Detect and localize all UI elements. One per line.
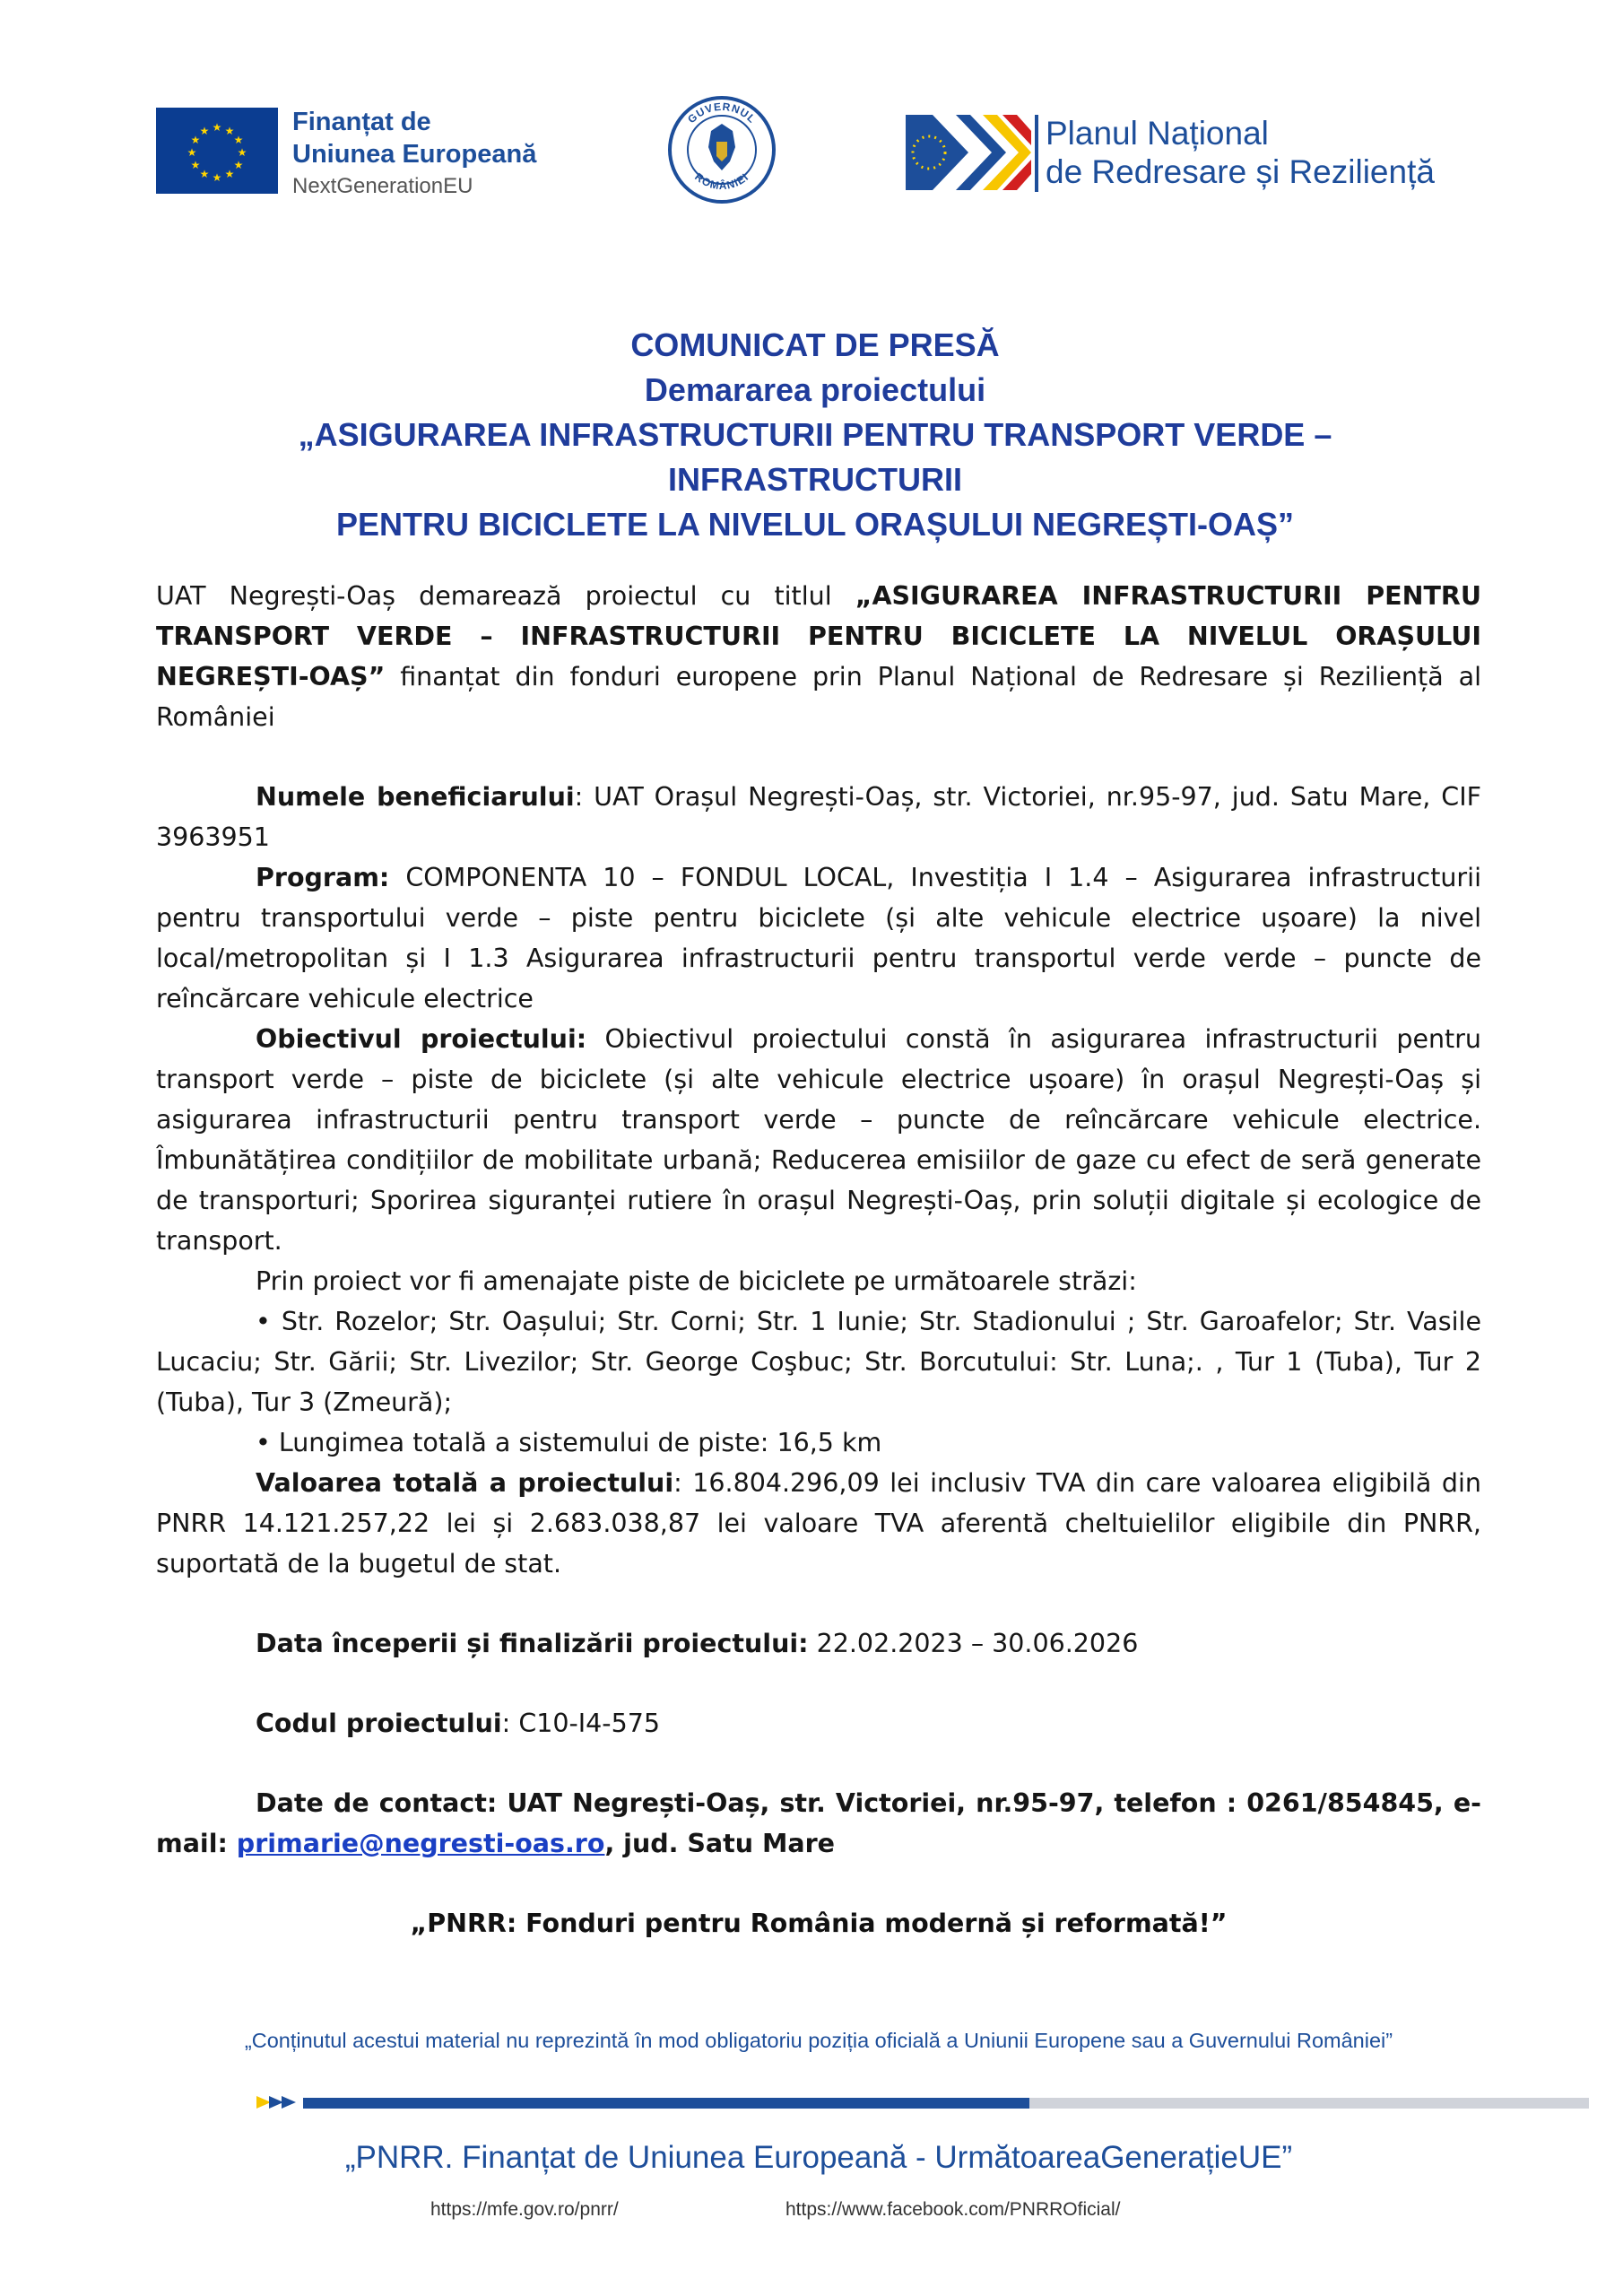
heading-project-line-1: „ASIGURAREA INFRASTRUCTURII PENTRU TRANSPORT VERDE – INFRASTRUCTURII bbox=[298, 416, 1332, 498]
intro-project-title: „ASIGURAREA INFRASTRUCTURII PENTRU TRANSPORT VERDE – INFRASTRUCTURII PENTRU BICICLETE LA NIVELUL ORAȘULUI NEGREȘTI-OAȘ” bbox=[156, 581, 1481, 691]
code-paragraph bbox=[156, 1703, 1481, 1744]
code-label: Codul proiectului bbox=[256, 1709, 502, 1738]
dates-paragraph bbox=[156, 1623, 1481, 1664]
svg-text:★: ★ bbox=[199, 125, 210, 137]
pnrr-slogan: „PNRR: Fonduri pentru România modernă și reformată!” bbox=[410, 1909, 1228, 1938]
svg-text:★: ★ bbox=[212, 121, 222, 134]
dates-label: Data începerii și finalizării proiectului: bbox=[256, 1629, 809, 1658]
eu-funding-label bbox=[292, 106, 536, 200]
svg-text:★: ★ bbox=[190, 159, 201, 171]
contact-text: Date de contact: UAT Negrești-Oaș, str. Victoriei, nr.95-97, telefon : 0261/854845, e-mail: bbox=[156, 1788, 1481, 1858]
footer-arrow-icon bbox=[256, 2096, 299, 2109]
contact-email-link[interactable]: primarie@negresti-oas.ro bbox=[236, 1829, 605, 1858]
contact-suffix: , jud. Satu Mare bbox=[604, 1829, 835, 1858]
streets-list: • Str. Rozelor; Str. Oașului; Str. Corni; Str. 1 Iunie; Str. Stadionului ; Str. Garoafelor; Str. Vasile Lucaciu; Str. Gării; Str. Livezilor; Str. George Coşbuc; Str. Borcutului: Str. Luna;. , Tur 1 (Tuba), Tur 2 (Tuba), Tur 3 (Zmeură); bbox=[156, 1307, 1481, 1417]
program-label: Program: bbox=[256, 863, 390, 892]
beneficiary-value: : UAT Orașul Negrești-Oaș, str. Victoriei, nr.95-97, jud. Satu Mare, CIF 3963951 bbox=[156, 782, 1481, 852]
pnrr-logo-label bbox=[1046, 115, 1435, 191]
beneficiary-paragraph bbox=[156, 777, 1481, 857]
pnrr-arrow-logo bbox=[906, 115, 1031, 190]
heading-title: COMUNICAT DE PRESĂ bbox=[630, 326, 1000, 363]
objective-value: Obiectivul proiectului constă în asigurarea infrastructurii pentru transport verde – piste de biciclete (și alte vehicule electrice ușoare) în orașul Negrești-Oaș și asigurarea infrastructurii pentru transport verde – puncte de reîncărcare vehicule electrice. Îmbunătățirea condițiilor de mobilitate urbană; Reducerea emisiilor de gaze cu efect de seră generate de transporturi; Sporirea siguranței rutiere în orașul Negrești-Oaș, prin soluții digitale și ecologice de transport. bbox=[156, 1024, 1481, 1256]
svg-text:★: ★ bbox=[233, 134, 244, 146]
svg-text:★: ★ bbox=[233, 159, 244, 171]
value-text: : 16.804.296,09 lei inclusiv TVA din care valoarea eligibilă din PNRR 14.121.257,22 lei și 2.683.038,87 lei valoare TVA aferentă cheltuielilor eligibile din PNRR, suportată de la bugetul de stat. bbox=[156, 1468, 1481, 1578]
svg-text:★: ★ bbox=[187, 146, 197, 159]
footer-tagline: „PNRR. Finanțat de Uniunea Europeană - UrmătoareaGenerațieUE” bbox=[344, 2140, 1293, 2175]
svg-text:ROMÂNIEI: ROMÂNIEI bbox=[692, 170, 751, 193]
press-release-heading bbox=[156, 323, 1474, 547]
beneficiary-label: Numele beneficiarului bbox=[256, 782, 575, 812]
eu-line-1: Finanțat de bbox=[292, 108, 431, 136]
intro-funding-text: finanțat din fonduri europene prin Planul Național de Redresare și Reziliență al României bbox=[156, 662, 1481, 732]
svg-text:GUVERNUL: GUVERNUL bbox=[685, 100, 759, 126]
press-release-body bbox=[156, 576, 1481, 1864]
eu-line-2: Uniunea Europeană bbox=[292, 140, 537, 170]
eu-line-3: NextGenerationEU bbox=[292, 173, 473, 198]
svg-text:★: ★ bbox=[212, 171, 222, 184]
program-paragraph bbox=[156, 857, 1481, 1019]
svg-text:★: ★ bbox=[224, 168, 235, 180]
value-paragraph bbox=[156, 1463, 1481, 1584]
bike-lane-length: • Lungimea totală a sistemului de piste: 16,5 km bbox=[256, 1428, 882, 1457]
pnrr-line-2: de Redresare și Reziliență bbox=[1046, 152, 1435, 190]
intro-text: UAT Negrești-Oaș demarează proiectul cu titlul bbox=[156, 581, 855, 611]
footer-link-facebook[interactable]: https://www.facebook.com/PNRROficial/ bbox=[785, 2199, 1121, 2220]
streets-intro: Prin proiect vor fi amenajate piste de biciclete pe următoarele străzi: bbox=[256, 1266, 1137, 1296]
eu-flag-logo bbox=[156, 108, 278, 194]
intro-paragraph bbox=[156, 576, 1481, 737]
pnrr-arrows-icon bbox=[906, 115, 1031, 190]
svg-text:★: ★ bbox=[237, 146, 247, 159]
svg-text:★: ★ bbox=[190, 134, 201, 146]
government-seal-logo bbox=[667, 95, 777, 204]
footer-bar-grey bbox=[1029, 2098, 1589, 2109]
heading-project-line-2: PENTRU BICICLETE LA NIVELUL ORAȘULUI NEGREȘTI-OAȘ” bbox=[335, 506, 1295, 543]
objective-paragraph bbox=[156, 1019, 1481, 1261]
code-value: : C10-I4-575 bbox=[501, 1709, 660, 1738]
svg-text:★: ★ bbox=[224, 125, 235, 137]
contact-paragraph bbox=[156, 1783, 1481, 1864]
footer-disclaimer: „Conținutul acestui material nu reprezintă în mod obligatoriu poziția oficială a Uniunii Europene sau a Guvernului României” bbox=[244, 2029, 1393, 2052]
heading-subtitle: Demararea proiectului bbox=[644, 371, 986, 408]
coat-of-arms-icon bbox=[667, 95, 777, 204]
footer-link-mfe[interactable]: https://mfe.gov.ro/pnrr/ bbox=[430, 2199, 619, 2220]
pnrr-divider bbox=[1035, 115, 1038, 192]
program-value: COMPONENTA 10 – FONDUL LOCAL, Investiția I 1.4 – Asigurarea infrastructurii pentru transportului verde – piste pentru biciclete (și alte vehicule electrice ușoare) la nivel local/metropolitan și I 1.3 Asigurarea infrastructurii pentru transportul verde verde – puncte de reîncărcare vehicule electrice bbox=[156, 863, 1481, 1013]
objective-label: Obiectivul proiectului: bbox=[256, 1024, 587, 1054]
footer-color-bar bbox=[256, 2096, 1332, 2109]
svg-text:★: ★ bbox=[199, 168, 210, 180]
dates-value: 22.02.2023 – 30.06.2026 bbox=[808, 1629, 1139, 1658]
eu-stars-icon bbox=[156, 108, 278, 194]
footer-bar-blue bbox=[303, 2098, 1029, 2109]
pnrr-line-1: Planul Național bbox=[1046, 115, 1269, 152]
value-label: Valoarea totală a proiectului bbox=[256, 1468, 674, 1498]
